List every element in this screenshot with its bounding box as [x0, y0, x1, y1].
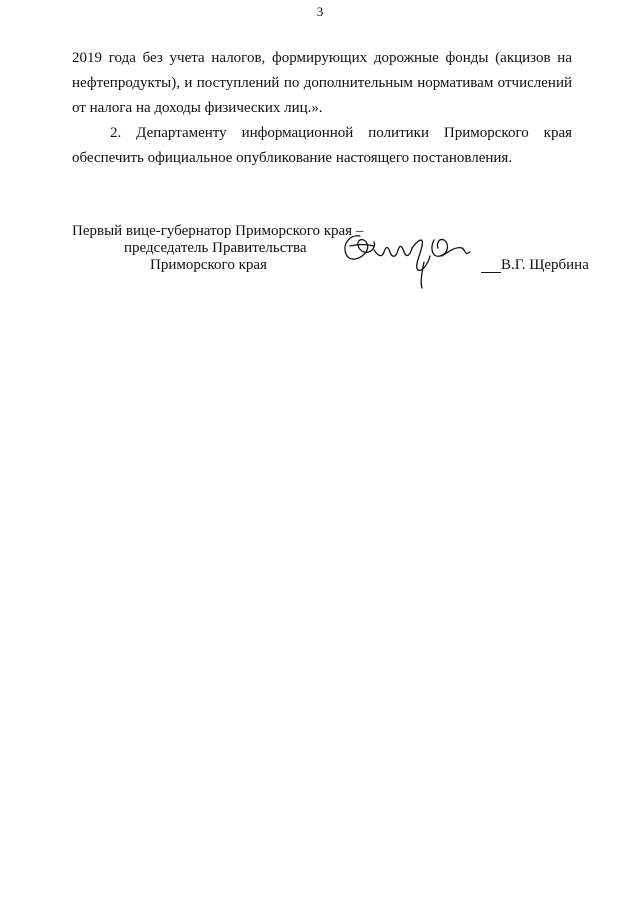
signer-name: В.Г. Щербина	[501, 257, 589, 273]
page-number: 3	[316, 4, 324, 19]
signatory-title-line-3: Приморского края	[150, 257, 267, 273]
body-paragraph-2: 2. Департаменту информационной политики Приморского края обеспечить официальное опубликование настоящего постановления.	[72, 125, 572, 166]
signature-underline	[481, 272, 501, 273]
signatory-title-line-2: председатель Правительства	[124, 240, 307, 256]
handwritten-signature-icon	[338, 226, 474, 292]
signatory-title-line-1: Первый вице-губернатор Приморского края –	[72, 223, 364, 239]
body-paragraph-1: 2019 года без учета налогов, формирующих дорожные фонды (акцизов на нефтепродукты), и поступлений по дополнительным нормативам отчислений от налога на доходы физических лиц.».	[72, 50, 572, 116]
